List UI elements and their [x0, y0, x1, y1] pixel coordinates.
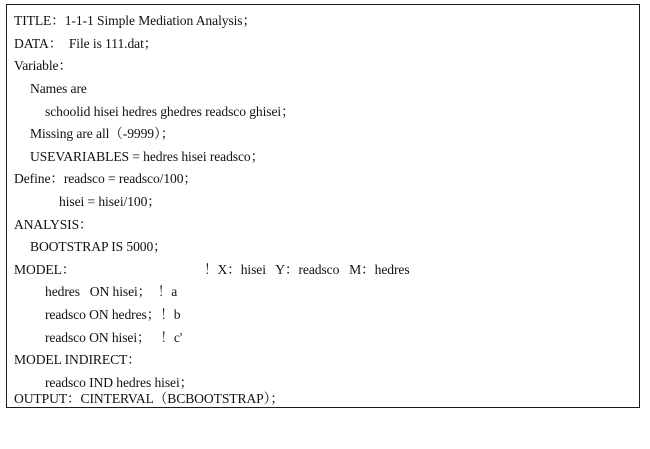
analysis-line	[7, 215, 93, 235]
mplus-syntax-box	[6, 4, 640, 408]
define-hisei-statement: hisei = hisei/100；	[59, 194, 161, 209]
path-a-statement: hedres ON hisei； ！a	[45, 284, 178, 299]
model-keyword: MODEL：	[14, 262, 76, 277]
model-line	[7, 260, 410, 280]
path-b-statement: readsco ON hedres；！b	[45, 307, 181, 322]
model-indirect-keyword: MODEL INDIRECT：	[14, 352, 141, 367]
usevariables-line	[7, 147, 265, 167]
ind-statement: readsco IND hedres hisei；	[45, 375, 194, 390]
model-comment: ！X：hisei Y：readsco M：hedres	[204, 262, 410, 277]
names-line	[7, 79, 87, 99]
model-indirect-line	[7, 350, 141, 370]
variable-names-line	[7, 102, 295, 122]
variable-keyword: Variable：	[14, 58, 72, 73]
define-statement: Define：readsco = readsco/100；	[14, 171, 197, 186]
output-statement: OUTPUT：CINTERVAL（BCBOOTSTRAP）；	[14, 391, 284, 406]
bootstrap-statement: BOOTSTRAP IS 5000；	[30, 239, 167, 254]
analysis-keyword: ANALYSIS：	[14, 217, 93, 232]
data-statement: DATA： File is 111.dat；	[14, 36, 158, 51]
define-line	[7, 169, 197, 189]
missing-statement: Missing are all（-9999）；	[30, 126, 175, 141]
path-c-prime-line	[7, 328, 183, 348]
output-line	[7, 389, 284, 409]
variable-line	[7, 56, 72, 76]
variable-names-list: schoolid hisei hedres ghedres readsco ghisei；	[45, 104, 295, 119]
data-line	[7, 34, 158, 54]
path-a-line	[7, 282, 178, 302]
path-b-line	[7, 305, 181, 325]
usevariables-statement: USEVARIABLES = hedres hisei readsco；	[30, 149, 265, 164]
missing-line	[7, 124, 175, 144]
title-line	[7, 11, 256, 31]
define-hisei-line	[7, 192, 161, 212]
names-statement: Names are	[30, 81, 87, 96]
bootstrap-line	[7, 237, 167, 257]
title-statement: TITLE：1-1-1 Simple Mediation Analysis；	[14, 13, 256, 28]
path-c-prime-statement: readsco ON hisei； ！c'	[45, 330, 183, 345]
